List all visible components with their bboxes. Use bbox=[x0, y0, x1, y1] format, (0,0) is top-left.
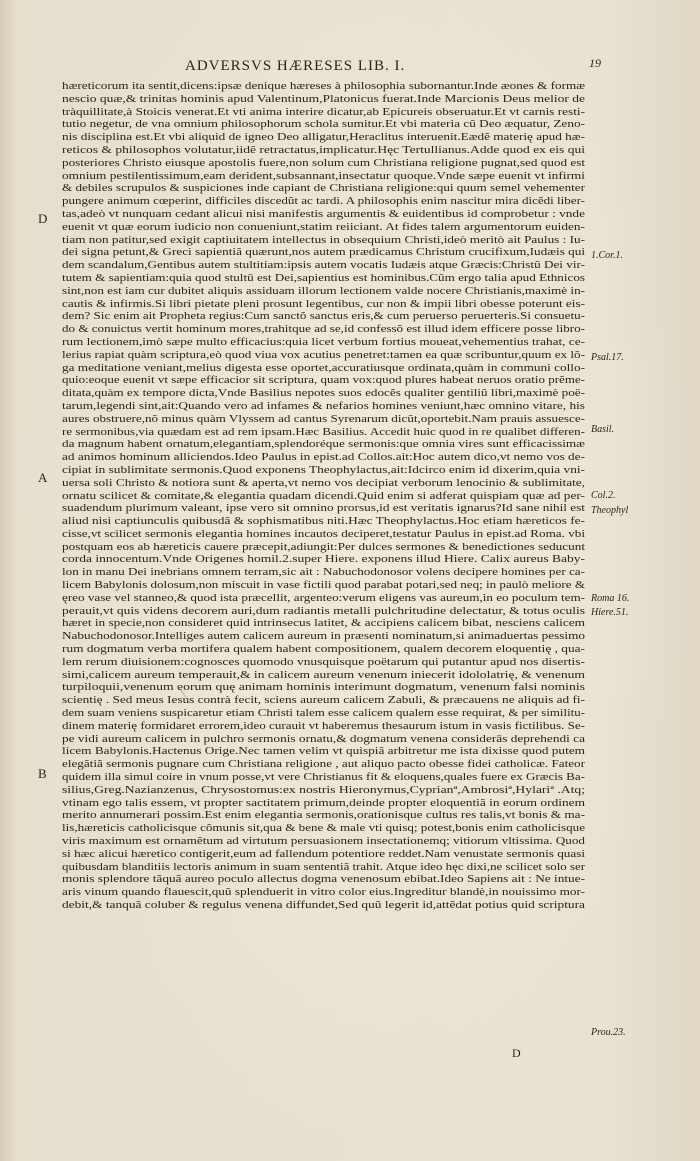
text-line: viris maximum est ornamẽtum ad virtutum persuasionem insectationemq; vitiorum vltissima. Quod bbox=[62, 836, 585, 848]
margin-section-letter: D bbox=[38, 211, 48, 226]
text-line: merito annumerari possim.Est enim elegantia sermonis,orationisque cultus res talis,vt bonis & ma- bbox=[62, 810, 585, 822]
text-line: cautis & infirmis.Si libri pietate pleni prosunt legentibus, cur non & impii libri obesse poterunt eis- bbox=[62, 298, 585, 310]
text-line: cisse,vt scilicet sermonis elegantia homines incautos deciperet,testatur Paulus in epist.ad Roma. vbi bbox=[62, 528, 585, 540]
margin-note: Psal.17. bbox=[591, 352, 624, 363]
text-line: lerius rapiat quàm scriptura,eò quod viua vox acutius penetret:tamen ea quæ scribuntur,quum ex lõ- bbox=[62, 349, 585, 361]
margin-section-letter: A bbox=[38, 470, 48, 485]
text-line: reticos & philosophos volutatur,iidẽ retractatus,implicatur.Hęc Tertullianus.Adde quod ex eis qui bbox=[62, 144, 585, 156]
text-line: quidem illa simul coire in vnum posse,vt vere Christianus fit & eloquens,quales fuere ex Græcis Ba- bbox=[62, 772, 585, 784]
text-line: posteriores Christo eiusque apostolis fuere,non solum cum Christiana religione pugnat,sed quod est bbox=[62, 157, 585, 169]
running-head: ADVERSVS HÆRESES LIB. I. bbox=[185, 58, 406, 74]
text-line: debit,& tanquã coluber & regulus venena diffundet,Sed quũ legerit id,attẽdat potius quid scriptura bbox=[62, 900, 585, 911]
text-line: ditata,quàm ex tempore dicta,Vnde Basilius nepotes suos edocẽs qualiter gentiliũ libri,maximè poë- bbox=[62, 388, 585, 400]
text-line: tarum,legendi sint,ait:Quando vero ad infames & nefarios homines veniunt,hæc omnino vitare, his bbox=[62, 400, 585, 412]
text-line: re sermonibus,via quædam est ad rem ipsam.Hæc Basilius. Accedit huic quod in re qualibet differen- bbox=[62, 426, 585, 438]
text-line: aures obstruere,nõ minus quàm Vlyssem ad cantus Syrenarum dicũt,oportebit.Nam prauis assuesce- bbox=[62, 413, 585, 425]
margin-note: 1.Cor.1. bbox=[591, 250, 623, 261]
text-line: licem Babylonis dolosum,non miscuit in vase fictili quod parabat potari,sed neq; in paulò meliore & bbox=[62, 580, 585, 592]
text-line: nis disciplina est.Et vbi aliquid de igneo Deo alligatur,Heraclitus interuenit.Eædẽ materię apud hæ- bbox=[62, 132, 585, 144]
text-line: turpiloquii,venenum eorum quę animam hominis interimunt dogmatum, venenum falsi nominis bbox=[62, 682, 585, 694]
text-line: tutem & sapientiam:quia quod stultũ est Dei,sapientius est hominibus.Cũm ergo talia apud Ethnicos bbox=[62, 272, 585, 284]
margin-note: Roma 16. bbox=[591, 593, 630, 604]
text-line: ga meditatione veniant,melius digesta esse oportet,accuratiusque ordinata,quàm in communi collo- bbox=[62, 362, 585, 374]
text-line: cipiat in sublimitate sermonis.Quod exponens Theophylactus,ait:Idcirco enim id dixerim,quia vni- bbox=[62, 464, 585, 476]
text-line: euenit vt quæ eorum iudicio non conueniunt,statim reiiciant. At fides talem argumentorum euiden- bbox=[62, 221, 585, 233]
margin-note: Theophyl bbox=[591, 505, 629, 516]
text-line: elegãtiã sermonis pugnare cum Christiana religione , aut aliquo pacto obesse fidei catholicæ. Fateor bbox=[62, 759, 585, 771]
text-line: tas,adeò vt nunquam cedant alicui nisi manifestis argumentis & euidentibus id comprobetur : vnde bbox=[62, 208, 585, 220]
text-line: lis,hæreticis catholicisque cõmunis sit,qua & bene & male vti quisq; potest,bonis enim catholicisque bbox=[62, 823, 585, 835]
text-line: uersa soli Christo & notiora sunt & aperta,vt nemo vos decipiat verborum lenocinio & sublimitate, bbox=[62, 477, 585, 489]
text-line: postquam eos ab hæreticis cauere præcepit,adiungit:Per dulces sermones & benedictiones seducunt bbox=[62, 541, 585, 553]
text-line: simi,calicem aureum temperauit,& in calicem aureum venenum iniecerit idololatrię, & venenum bbox=[62, 669, 585, 681]
text-line: nescio quæ,& trinitas hominis apud Valentinum,Platonicus fuerat.Inde Marcionis Deus melior de bbox=[62, 93, 585, 105]
text-line: aliud nisi captiunculis quibusdã & sophismatibus niti.Hæc Theophylactus.Hoc etiam hæreticos fe- bbox=[62, 516, 585, 528]
text-line: lem rerum diuisionem:cognosces quomodo vnusquisque poëtarum qui putantur apud nos disertis- bbox=[62, 656, 585, 668]
text-line: vtinam ego talis essem, vt propter sactitatem primum,deinde propter eloquentiã in eorum ordinem bbox=[62, 797, 585, 809]
text-line: scientię . Sed meus Iesus contrà fecit, sciens aureum calicem Zabuli, & præcauens ne aliquis ad fi- bbox=[62, 695, 585, 707]
page-number: 19 bbox=[589, 56, 601, 70]
text-line: sint,non est iam cur dubitet aliquis assiduam illorum lectionem valde nocere Christianis,maximè in- bbox=[62, 285, 585, 297]
text-line: dinem materię formidaret errorem,ideo curauit vt haberemus thesaurum istum in vasis fictilibus. Se- bbox=[62, 720, 585, 732]
text-line: & debiles scrupulos & suspiciones inde capiant de Christiana religione:qui quum semel vehementer bbox=[62, 183, 585, 195]
text-line: tràquillitate,à Stoicis venerat.Et vti anima interire dicatur,ab Epicureis obseruatur.Et vt carnis resti- bbox=[62, 106, 585, 118]
margin-note: Basil. bbox=[591, 424, 615, 435]
main-text-block bbox=[62, 81, 585, 913]
text-line: rum lectionem,imò sæpe multo efficacius:quia licet verbum fortius moueat,vehementius trahat, ce- bbox=[62, 336, 585, 348]
margin-note: Hiere.51. bbox=[591, 607, 629, 618]
text-line: hæreticorum ita sentit,dicens:ipsæ denique hæreses à philosophia subornantur.Inde æones & formæ bbox=[62, 81, 585, 92]
catchword: D bbox=[512, 1046, 521, 1060]
text-line: tutio negetur, de vna omnium philosophorum schola sumitur.Et vbi materia cũ Deo æquatur, Zeno- bbox=[62, 119, 585, 131]
text-line: pungere animum cœperint, difficiles discedũt ac tardi. A philosophis enim nascitur mira dicẽdi liber- bbox=[62, 196, 585, 208]
text-line: omnium pestilentissimum,eam derident,subsannant,insectatur quoque.Vnde sæpe euenit vt infirmi bbox=[62, 170, 585, 182]
text-line: ęreo vase vel stanneo,& quod ista præcellit, argenteo:verum eligens vas aureum,in eo poculum tem- bbox=[62, 592, 585, 604]
text-line: Nabuchodonosor.Intelliges autem calicem aureum in præsenti nominatum,si animaduertas pessimo bbox=[62, 631, 585, 643]
text-line: si hæc alicui hæretico contigerit,eum ad fallendum potentiore reddet.Nam venustate sermonis quasi bbox=[62, 848, 585, 860]
text-line: aris vinum quando flauescit,quũ splenduerit in vitro color eius.Ingreditur blandè,in nouissimo mor- bbox=[62, 887, 585, 899]
text-line: monis splendore tãquã aureo poculo allectus dogma venenosum ebibat.Ideo Sapiens ait : Ne intue- bbox=[62, 874, 585, 886]
text-line: corda innocentum.Vnde Origenes homil.2.super Hiere. exponens illud Hiere. Calix aureus Baby- bbox=[62, 554, 585, 566]
text-line: tiam non patitur,sed exigit captiuitatem intellectus in obsequium Christi,ideò meritò ait Paulus : Iu- bbox=[62, 234, 585, 246]
margin-section-letter: B bbox=[38, 766, 47, 781]
text-line: quibusdam blanditiis lectoris animum in suam sententiã trahit. Atque ideo hęc dixi,ne scilicet solo ser bbox=[62, 861, 585, 873]
margin-note: Prou.23. bbox=[591, 1027, 626, 1038]
text-line: da magnum habent ornatum,elegantiam,splendoréque sermonis:que omnia vires sunt efficacissimæ bbox=[62, 439, 585, 451]
text-line: pe vidi aureum calicem in pulchro sermonis ornatu,& dogmatum venena considerās deprehendi ca bbox=[62, 733, 585, 745]
text-line: dei signa petunt,& Greci sapientiã quærunt,nos autem prædicamus Christum crucifixum,Iudæis qui bbox=[62, 247, 585, 259]
text-line: dem scandalum,Gentibus autem stultitiam:ipsis autem vocatis Iudæis atque Græcis:Christũ Dei vir- bbox=[62, 260, 585, 272]
text-line: do & conuictus vertit hominum mores,trahitque ad se,id confessõ est illud idem efficere posse libro- bbox=[62, 324, 585, 336]
text-line: suadendum plurimum valeant, ipse vero sit omnino prorsus,id est veritatis ignarus?Id sane nihil est bbox=[62, 503, 585, 515]
text-line: hæret in specie,non consideret quid intrinsecus latitet, & accipiens calicem bibat, nesciens calicem bbox=[62, 618, 585, 630]
text-line: silius,Greg.Nazianzenus, Chrysostomus:ex nostris Hieronymus,Cyprianª,Ambrosiª,Hylariª .Atq; bbox=[62, 784, 585, 796]
text-line: ad animos hominum alliciendos.Ideo Paulus in epist.ad Collos.ait:Hoc autem dico,vt nemo vos de- bbox=[62, 452, 585, 464]
text-line: perauit,vt quis videns decorem auri,dum radiantis metalli pulchritudine delectatur, & totus oculis bbox=[62, 605, 585, 617]
margin-note: Col.2. bbox=[591, 490, 616, 501]
text-line: quio:eoque euenit vt sæpe efficacior sit scriptura, quam vox:quod plures habeat neruos oratio prẽme- bbox=[62, 375, 585, 387]
text-line: ornatu scilicet & comitate,& elegantia quadam dicendi.Quid enim si adferat quispiam quæ ad per- bbox=[62, 490, 585, 502]
text-line: dem suam veniens suspicaretur etiam Christi talem esse calicem qualem esse requirat, & per similitu- bbox=[62, 708, 585, 720]
text-line: lon in manu Dei inebrians omnem terram,sic ait : Nabuchodonosor volens decipere homines per ca- bbox=[62, 567, 585, 579]
text-line: licem Babylonis.Hactenus Orige.Nec tamen velim vt quispiã arbitretur me ista dixisse quod putem bbox=[62, 746, 585, 758]
page-header bbox=[0, 58, 700, 78]
text-line: rum dogmatum verba mortifera qualem habent compositionem, qualem decorem eloquentię , qua- bbox=[62, 644, 585, 656]
text-line: dem? Sic enim ait Propheta regius:Cum sanctõ sanctus eris,& cum peruerso peruerteris.Si consuetu- bbox=[62, 311, 585, 323]
